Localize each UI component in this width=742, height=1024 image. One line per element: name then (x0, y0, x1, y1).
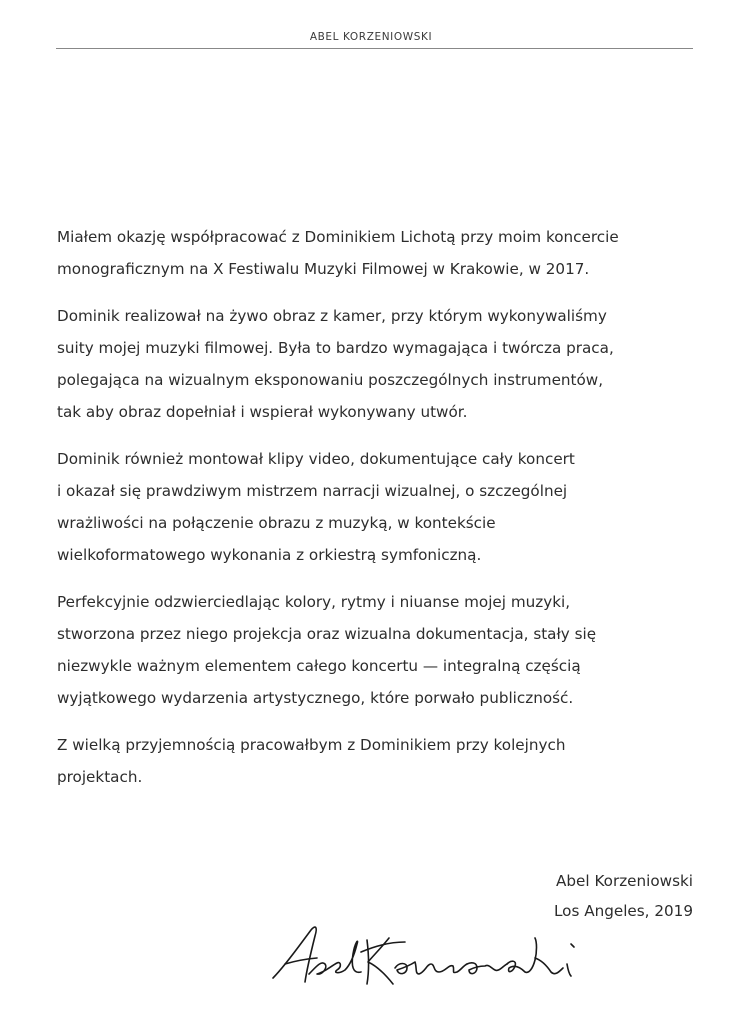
paragraph-1 (57, 221, 707, 285)
letterhead-divider (56, 48, 693, 49)
paragraph-line: wrażliwości na połączenie obrazu z muzyką, w kontekście (57, 514, 496, 532)
paragraph-line: tak aby obraz dopełniał i wspierał wykonywany utwór. (57, 403, 468, 421)
signature-stroke (567, 964, 571, 976)
signature-stroke (507, 938, 537, 972)
paragraph-line: monograficznym na X Festiwalu Muzyki Filmowej w Krakowie, w 2017. (57, 260, 590, 278)
place-date: Los Angeles, 2019 (553, 902, 693, 920)
paragraph-line: suity mojej muzyki filmowej. Była to bardzo wymagająca i twórcza praca, (57, 339, 614, 357)
signer-name: Abel Korzeniowski (556, 872, 693, 890)
paragraph-line: Dominik realizował na żywo obraz z kamer, przy którym wykonywaliśmy (57, 307, 607, 325)
paragraph-line: wielkoformatowego wykonania z orkiestrą symfoniczną. (57, 546, 482, 564)
signature-stroke (535, 958, 563, 974)
paragraph-line: projektach. (57, 768, 143, 786)
signature-stroke (395, 962, 467, 974)
paragraph-line: polegająca na wizualnym eksponowaniu poszczególnych instrumentów, (57, 371, 604, 389)
signature-stroke (467, 963, 507, 974)
paragraph-line: i okazał się prawdziwym mistrzem narracji wizualnej, o szczególnej (57, 482, 568, 500)
paragraph-line: niezwykle ważnym elementem całego koncertu — integralną częścią (57, 657, 581, 675)
paragraph-3 (57, 443, 707, 571)
letter-body (57, 221, 707, 808)
paragraph-line: Miałem okazję współpracować z Dominikiem Lichotą przy moim koncercie (57, 228, 619, 246)
paragraph-line: stworzona przez niego projekcja oraz wizualna dokumentacja, stały się (57, 625, 597, 643)
paragraph-line: wyjątkowego wydarzenia artystycznego, które porwało publiczność. (57, 689, 574, 707)
letterhead-name: ABEL KORZENIOWSKI (309, 31, 433, 43)
paragraph-2 (57, 300, 707, 428)
paragraph-5 (57, 729, 707, 793)
paragraph-line: Z wielką przyjemnością pracowałbym z Dominikiem przy kolejnych (57, 736, 566, 754)
paragraph-line: Dominik również montował klipy video, dokumentujące cały koncert (57, 450, 575, 468)
handwritten-signature (265, 912, 585, 1012)
paragraph-line: Perfekcyjnie odzwierciedlając kolory, rytmy i niuanse mojej muzyki, (57, 593, 571, 611)
paragraph-4 (57, 586, 707, 714)
signature-stroke (571, 944, 574, 947)
